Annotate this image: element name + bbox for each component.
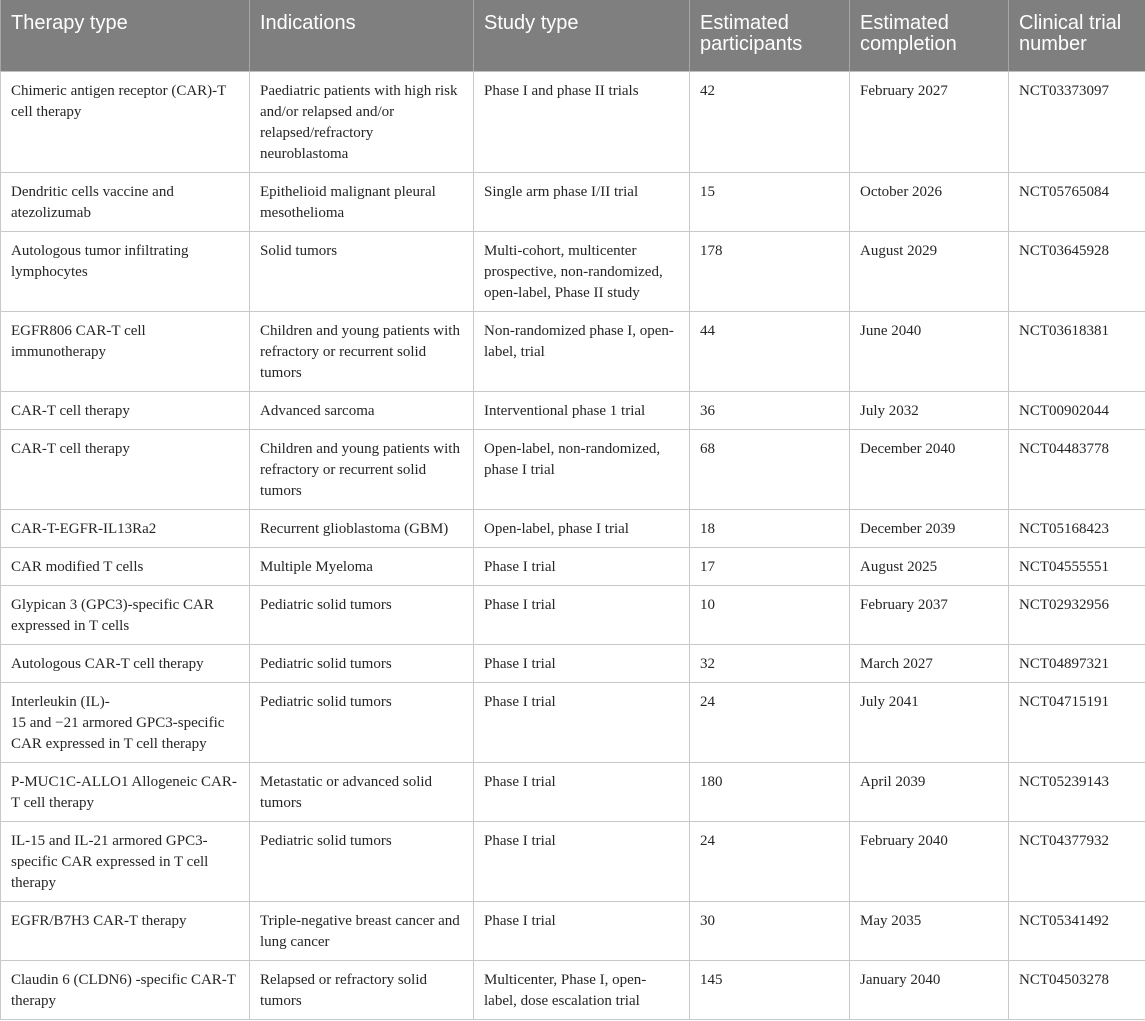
trial-number-cell: NCT05168423: [1009, 510, 1145, 548]
indications-cell: Pediatric solid tumors: [250, 683, 474, 763]
indications-cell: Children and young patients with refractory or recurrent solid tumors: [250, 430, 474, 510]
study-type-cell: Phase I trial: [474, 822, 690, 902]
completion-cell: December 2039: [850, 510, 1009, 548]
table-row: [1, 822, 1145, 902]
completion-cell: December 2040: [850, 430, 1009, 510]
table-row: [1, 312, 1145, 392]
therapy-type-cell: CAR-T cell therapy: [1, 430, 250, 510]
table-row: [1, 430, 1145, 510]
table-row: [1, 392, 1145, 430]
header-therapy-type: Therapy type: [1, 0, 250, 72]
table-row: [1, 961, 1145, 1020]
table-row: [1, 72, 1145, 173]
table-row: [1, 548, 1145, 586]
table-row: [1, 586, 1145, 645]
header-study-type: Study type: [474, 0, 690, 72]
participants-cell: 68: [690, 430, 850, 510]
indications-cell: Metastatic or advanced solid tumors: [250, 763, 474, 822]
trial-number-cell: NCT05765084: [1009, 173, 1145, 232]
trial-number-cell: NCT03618381: [1009, 312, 1145, 392]
study-type-cell: Multicenter, Phase I, open-label, dose escalation trial: [474, 961, 690, 1020]
indications-cell: Solid tumors: [250, 232, 474, 312]
trial-number-cell: NCT05239143: [1009, 763, 1145, 822]
therapy-type-cell: IL-15 and IL-21 armored GPC3-specific CAR expressed in T cell therapy: [1, 822, 250, 902]
header-row: [1, 0, 1145, 72]
participants-cell: 36: [690, 392, 850, 430]
therapy-type-cell: Dendritic cells vaccine and atezolizumab: [1, 173, 250, 232]
participants-cell: 178: [690, 232, 850, 312]
trial-number-cell: NCT04503278: [1009, 961, 1145, 1020]
completion-cell: July 2041: [850, 683, 1009, 763]
therapy-type-cell: EGFR/B7H3 CAR-T therapy: [1, 902, 250, 961]
table-row: [1, 683, 1145, 763]
trial-number-cell: NCT03645928: [1009, 232, 1145, 312]
study-type-cell: Phase I trial: [474, 902, 690, 961]
participants-cell: 18: [690, 510, 850, 548]
header-indications: Indications: [250, 0, 474, 72]
completion-cell: June 2040: [850, 312, 1009, 392]
study-type-cell: Phase I trial: [474, 683, 690, 763]
completion-cell: January 2040: [850, 961, 1009, 1020]
completion-cell: May 2035: [850, 902, 1009, 961]
trial-number-cell: NCT04377932: [1009, 822, 1145, 902]
study-type-cell: Open-label, non-randomized, phase I trial: [474, 430, 690, 510]
indications-cell: Pediatric solid tumors: [250, 822, 474, 902]
indications-cell: Relapsed or refractory solid tumors: [250, 961, 474, 1020]
therapy-type-cell: Interleukin (IL)- 15 and −21 armored GPC3-specific CAR expressed in T cell therapy: [1, 683, 250, 763]
therapy-type-cell: Autologous tumor infiltrating lymphocytes: [1, 232, 250, 312]
participants-cell: 24: [690, 683, 850, 763]
therapy-type-cell: P-MUC1C-ALLO1 Allogeneic CAR-T cell therapy: [1, 763, 250, 822]
study-type-cell: Phase I trial: [474, 645, 690, 683]
participants-cell: 24: [690, 822, 850, 902]
completion-cell: April 2039: [850, 763, 1009, 822]
study-type-cell: Multi-cohort, multicenter prospective, non-randomized, open-label, Phase II study: [474, 232, 690, 312]
trial-number-cell: NCT00902044: [1009, 392, 1145, 430]
study-type-cell: Phase I trial: [474, 763, 690, 822]
trial-number-cell: NCT03373097: [1009, 72, 1145, 173]
participants-cell: 17: [690, 548, 850, 586]
therapy-type-cell: Chimeric antigen receptor (CAR)-T cell therapy: [1, 72, 250, 173]
completion-cell: August 2025: [850, 548, 1009, 586]
therapy-type-cell: CAR-T cell therapy: [1, 392, 250, 430]
participants-cell: 180: [690, 763, 850, 822]
therapy-type-cell: EGFR806 CAR-T cell immunotherapy: [1, 312, 250, 392]
completion-cell: February 2037: [850, 586, 1009, 645]
table-row: [1, 173, 1145, 232]
indications-cell: Pediatric solid tumors: [250, 645, 474, 683]
indications-cell: Advanced sarcoma: [250, 392, 474, 430]
indications-cell: Paediatric patients with high risk and/or relapsed and/or relapsed/refractory neuroblastoma: [250, 72, 474, 173]
study-type-cell: Phase I trial: [474, 586, 690, 645]
indications-cell: Multiple Myeloma: [250, 548, 474, 586]
table-row: [1, 232, 1145, 312]
trial-number-cell: NCT04897321: [1009, 645, 1145, 683]
completion-cell: October 2026: [850, 173, 1009, 232]
table-body: [1, 72, 1145, 1020]
indications-cell: Recurrent glioblastoma (GBM): [250, 510, 474, 548]
participants-cell: 42: [690, 72, 850, 173]
participants-cell: 30: [690, 902, 850, 961]
participants-cell: 44: [690, 312, 850, 392]
header-clinical-trial-number: Clinical trial number: [1009, 0, 1145, 72]
header-estimated-completion: Estimated completion: [850, 0, 1009, 72]
table-row: [1, 645, 1145, 683]
completion-cell: March 2027: [850, 645, 1009, 683]
header-estimated-participants: Estimated participants: [690, 0, 850, 72]
study-type-cell: Phase I and phase II trials: [474, 72, 690, 173]
study-type-cell: Phase I trial: [474, 548, 690, 586]
indications-cell: Children and young patients with refractory or recurrent solid tumors: [250, 312, 474, 392]
completion-cell: July 2032: [850, 392, 1009, 430]
completion-cell: February 2027: [850, 72, 1009, 173]
indications-cell: Epithelioid malignant pleural mesothelioma: [250, 173, 474, 232]
trial-number-cell: NCT02932956: [1009, 586, 1145, 645]
therapy-type-cell: Autologous CAR-T cell therapy: [1, 645, 250, 683]
trial-number-cell: NCT05341492: [1009, 902, 1145, 961]
participants-cell: 32: [690, 645, 850, 683]
participants-cell: 15: [690, 173, 850, 232]
completion-cell: February 2040: [850, 822, 1009, 902]
therapy-type-cell: Claudin 6 (CLDN6) -specific CAR-T therapy: [1, 961, 250, 1020]
therapy-type-cell: CAR modified T cells: [1, 548, 250, 586]
study-type-cell: Interventional phase 1 trial: [474, 392, 690, 430]
trial-number-cell: NCT04715191: [1009, 683, 1145, 763]
trial-number-cell: NCT04555551: [1009, 548, 1145, 586]
table-row: [1, 510, 1145, 548]
therapy-type-cell: Glypican 3 (GPC3)-specific CAR expressed in T cells: [1, 586, 250, 645]
participants-cell: 145: [690, 961, 850, 1020]
study-type-cell: Non-randomized phase I, open-label, trial: [474, 312, 690, 392]
completion-cell: August 2029: [850, 232, 1009, 312]
study-type-cell: Open-label, phase I trial: [474, 510, 690, 548]
table-row: [1, 763, 1145, 822]
study-type-cell: Single arm phase I/II trial: [474, 173, 690, 232]
table-row: [1, 902, 1145, 961]
indications-cell: Pediatric solid tumors: [250, 586, 474, 645]
participants-cell: 10: [690, 586, 850, 645]
indications-cell: Triple-negative breast cancer and lung cancer: [250, 902, 474, 961]
therapy-type-cell: CAR-T-EGFR-IL13Ra2: [1, 510, 250, 548]
trial-number-cell: NCT04483778: [1009, 430, 1145, 510]
